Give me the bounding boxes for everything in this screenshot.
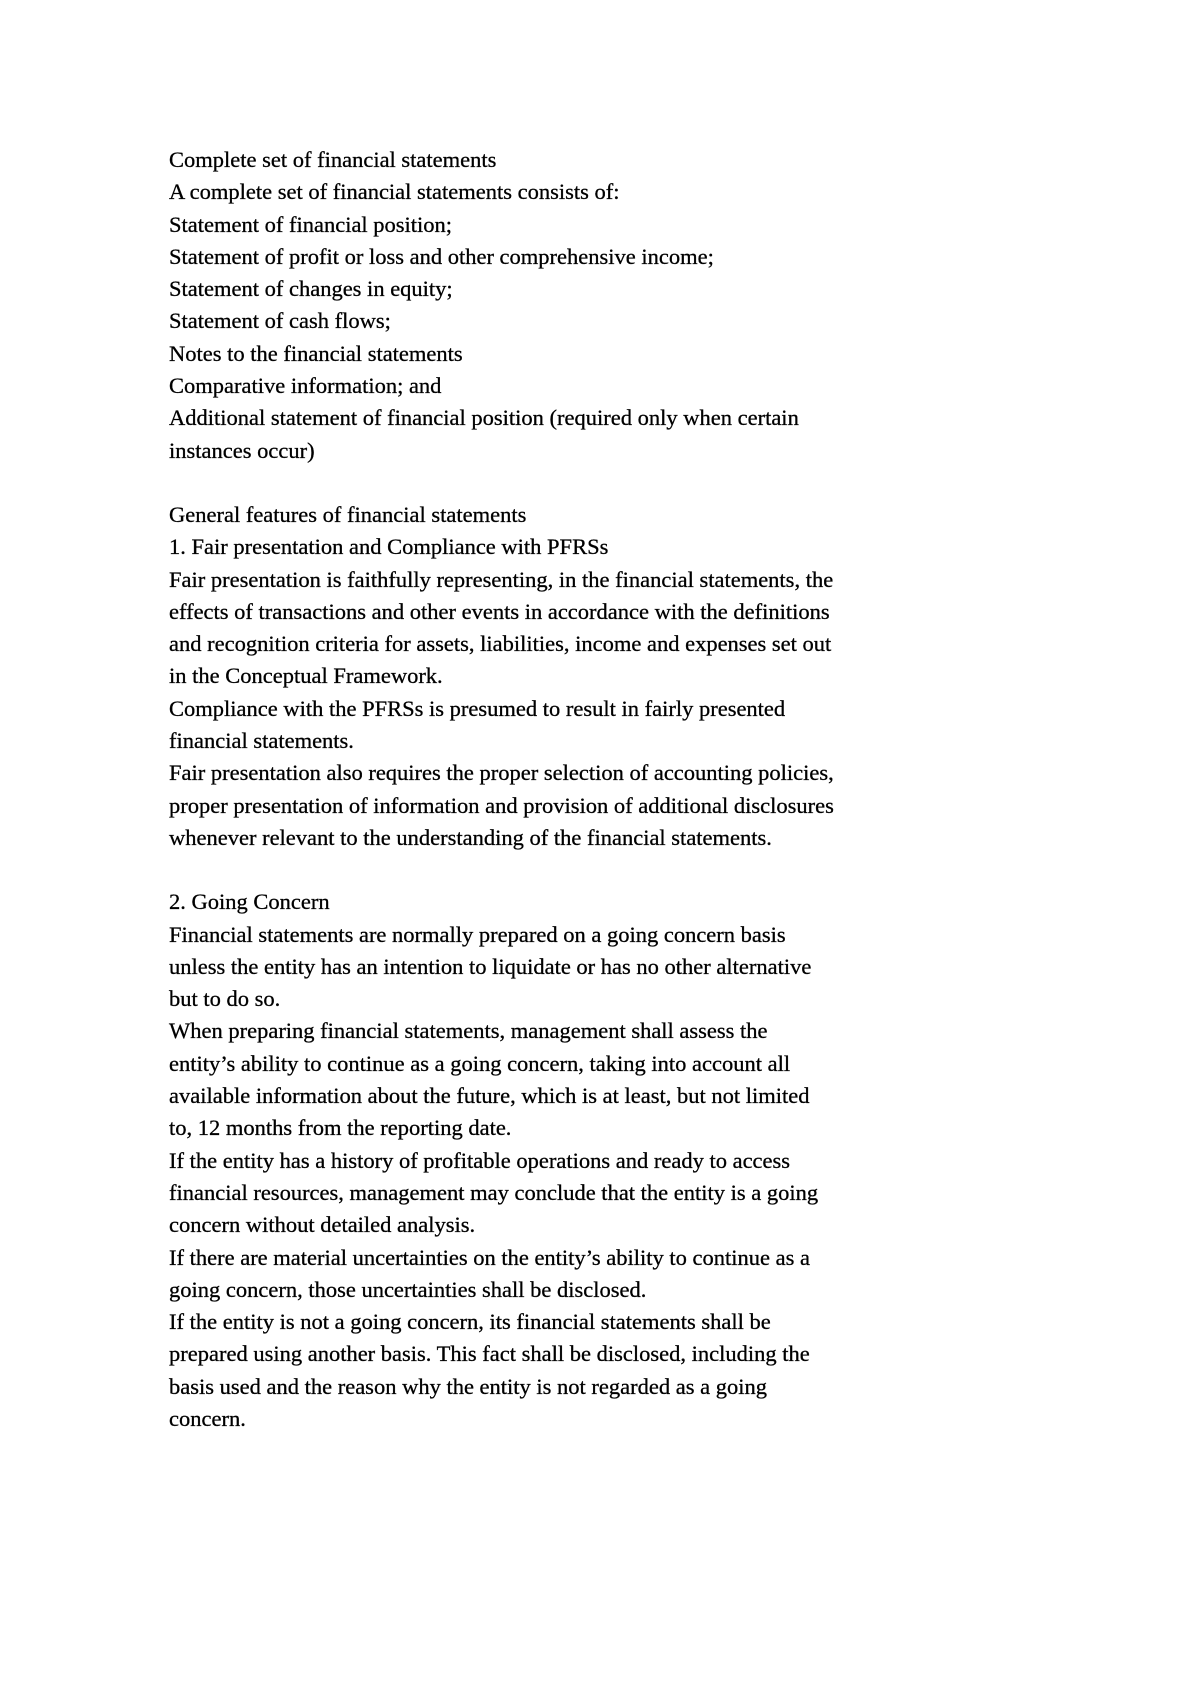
text-line: but to do so. [169, 986, 281, 1012]
text-line: Statement of cash flows; [169, 308, 391, 334]
text-line: instances occur) [169, 437, 315, 463]
document-text-block [169, 144, 1149, 1467]
text-line: Fair presentation also requires the proper selection of accounting policies, [169, 760, 834, 786]
text-line: General features of financial statements [169, 501, 527, 527]
text-line: unless the entity has an intention to liquidate or has no other alternative [169, 953, 812, 979]
text-line: If there are material uncertainties on the entity’s ability to continue as a [169, 1244, 811, 1270]
text-line: whenever relevant to the understanding of the financial statements. [169, 824, 772, 850]
text-line: Statement of changes in equity; [169, 276, 453, 302]
text-line: When preparing financial statements, management shall assess the [169, 1018, 768, 1044]
section-general-features-fair-presentation [169, 499, 1149, 854]
text-line: Statement of financial position; [169, 211, 453, 237]
text-line: Statement of profit or loss and other comprehensive income; [169, 243, 714, 269]
text-line: concern. [169, 1405, 246, 1431]
section-going-concern [169, 886, 1149, 1435]
text-line: and recognition criteria for assets, liabilities, income and expenses set out [169, 631, 832, 657]
text-line: effects of transactions and other events in accordance with the definitions [169, 598, 830, 624]
text-line: If the entity is not a going concern, its financial statements shall be [169, 1309, 771, 1335]
text-line: Compliance with the PFRSs is presumed to result in fairly presented [169, 695, 786, 721]
text-line: prepared using another basis. This fact shall be disclosed, including the [169, 1341, 810, 1367]
text-line: If the entity has a history of profitable operations and ready to access [169, 1147, 791, 1173]
text-line: concern without detailed analysis. [169, 1212, 476, 1238]
text-line: to, 12 months from the reporting date. [169, 1115, 512, 1141]
text-line: proper presentation of information and provision of additional disclosures [169, 792, 834, 818]
text-line: A complete set of financial statements consists of: [169, 179, 620, 205]
text-line: financial statements. [169, 728, 354, 754]
text-line: Additional statement of financial position (required only when certain [169, 405, 799, 431]
text-line: 2. Going Concern [169, 889, 330, 915]
text-line: Complete set of financial statements [169, 147, 497, 172]
text-line: 1. Fair presentation and Compliance with PFRSs [169, 534, 609, 560]
section-complete-set-of-financial-statements [169, 144, 1149, 467]
text-line: Notes to the financial statements [169, 340, 463, 366]
text-line: Fair presentation is faithfully representing, in the financial statements, the [169, 566, 834, 592]
text-line: entity’s ability to continue as a going concern, taking into account all [169, 1050, 791, 1076]
text-line: in the Conceptual Framework. [169, 663, 443, 689]
text-line: Comparative information; and [169, 373, 442, 399]
text-line: financial resources, management may conclude that the entity is a going [169, 1179, 819, 1205]
text-line: Financial statements are normally prepared on a going concern basis [169, 921, 786, 947]
text-line: basis used and the reason why the entity is not regarded as a going [169, 1373, 767, 1399]
text-line: going concern, those uncertainties shall be disclosed. [169, 1276, 647, 1302]
text-line: available information about the future, which is at least, but not limited [169, 1083, 810, 1109]
